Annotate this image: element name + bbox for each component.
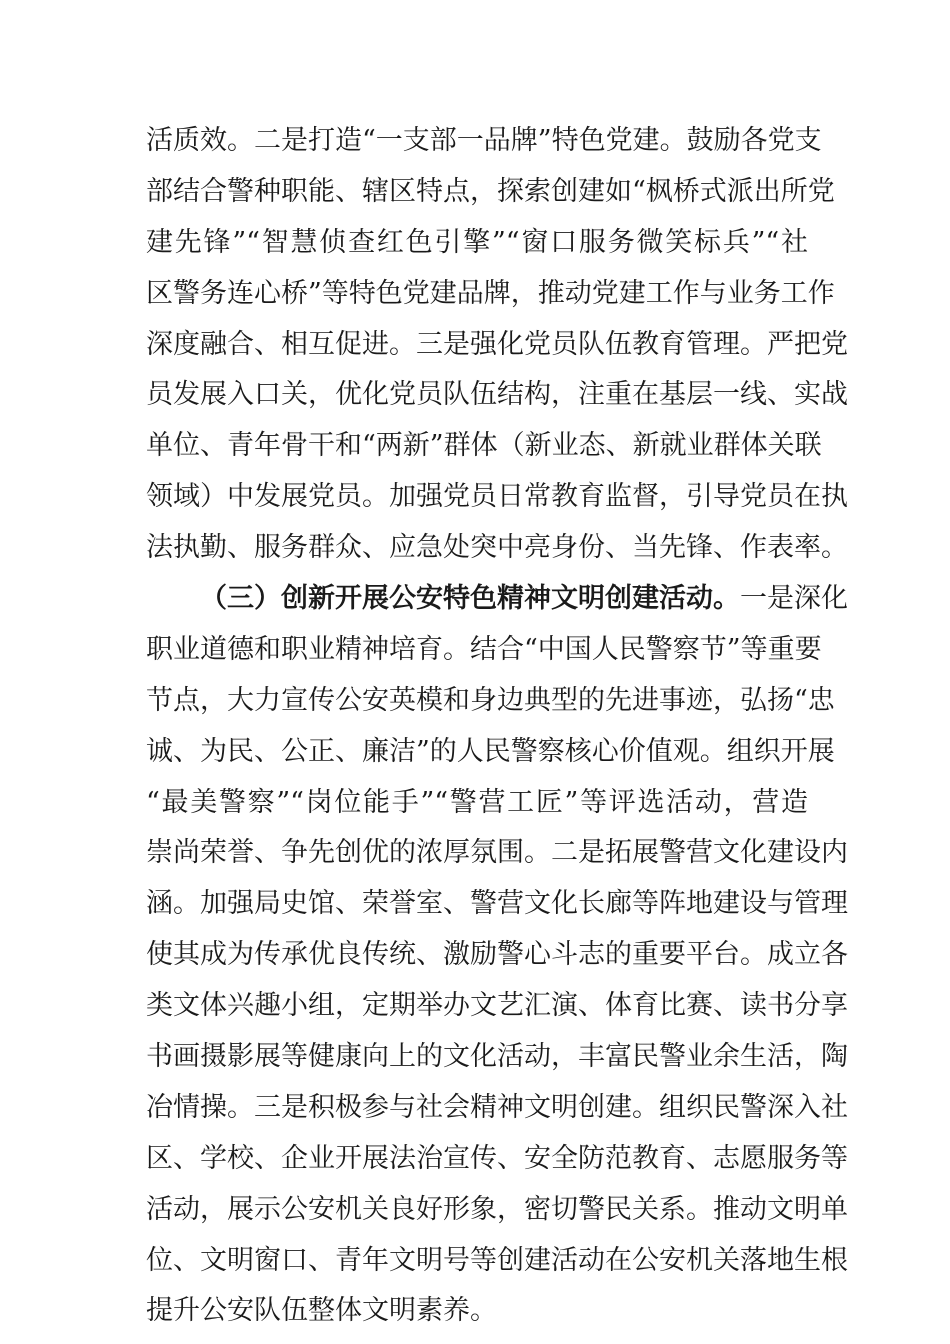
paragraph-line-4: 区警务连心桥”等特色党建品牌，推动党建工作与业务工作 xyxy=(146,277,835,309)
paragraph-line-2: 部结合警种职能、辖区特点，探索创建如“枫桥式派出所党 xyxy=(146,175,835,207)
paragraph-line-1: 活质效。二是打造“一支部一品牌”特色党建。鼓励各党支 xyxy=(146,125,822,156)
section-3-first-line xyxy=(146,574,848,625)
section-3-line-14: 位、文明窗口、青年文明号等创建活动在公安机关落地生根 xyxy=(146,1244,848,1276)
section-3-line-13: 活动，展示公安机关良好形象，密切警民关系。推动文明单 xyxy=(146,1193,848,1225)
paragraph-line-7: 单位、青年骨干和“两新”群体（新业态、新就业群体关联 xyxy=(146,430,822,462)
paragraph-line-5: 深度融合、相互促进。三是强化党员队伍教育管理。严把党 xyxy=(146,328,848,360)
section-3-line-9: 类文体兴趣小组，定期举办文艺汇演、体育比赛、读书分享 xyxy=(146,990,848,1022)
section-3-heading: （三）创新开展公安特色精神文明创建活动。 xyxy=(200,583,740,615)
section-3-line-15: 提升公安队伍整体文明素养。 xyxy=(146,1295,497,1327)
section-3-line-6: 崇尚荣誉、争先创优的浓厚氛围。二是拓展警营文化建设内 xyxy=(146,837,848,869)
paragraph-line-8: 领域）中发展党员。加强党员日常教育监督，引导党员在执 xyxy=(146,481,848,513)
section-3-line-10: 书画摄影展等健康向上的文化活动，丰富民警业余生活，陶 xyxy=(146,1041,848,1073)
section-3-line-4: 诚、为民、公正、廉洁”的人民警察核心价值观。组织开展 xyxy=(146,735,835,767)
section-3-first-line-text: 一是深化 xyxy=(740,583,848,615)
section-3-line-3: 节点，大力宣传公安英模和身边典型的先进事迹，弘扬“忠 xyxy=(146,684,835,716)
document-body xyxy=(146,116,848,1337)
paragraph-line-6: 员发展入口关，优化党员队伍结构，注重在基层一线、实战 xyxy=(146,379,848,411)
section-3-line-8: 使其成为传承优良传统、激励警心斗志的重要平台。成立各 xyxy=(146,939,848,971)
paragraph-line-9: 法执勤、服务群众、应急处突中亮身份、当先锋、作表率。 xyxy=(146,532,848,564)
section-3-line-7: 涵。加强局史馆、荣誉室、警营文化长廊等阵地建设与管理 xyxy=(146,888,848,920)
paragraph-line-3: 建先锋”“智慧侦查红色引擎”“窗口服务微笑标兵”“社 xyxy=(146,226,808,258)
section-3-line-11: 冶情操。三是积极参与社会精神文明创建。组织民警深入社 xyxy=(146,1091,848,1123)
section-3-line-12: 区、学校、企业开展法治宣传、安全防范教育、志愿服务等 xyxy=(146,1142,848,1174)
section-3-line-5: “最美警察”“岗位能手”“警营工匠”等评选活动，营造 xyxy=(146,786,808,818)
section-3-line-2: 职业道德和职业精神培育。结合“中国人民警察节”等重要 xyxy=(146,633,822,665)
